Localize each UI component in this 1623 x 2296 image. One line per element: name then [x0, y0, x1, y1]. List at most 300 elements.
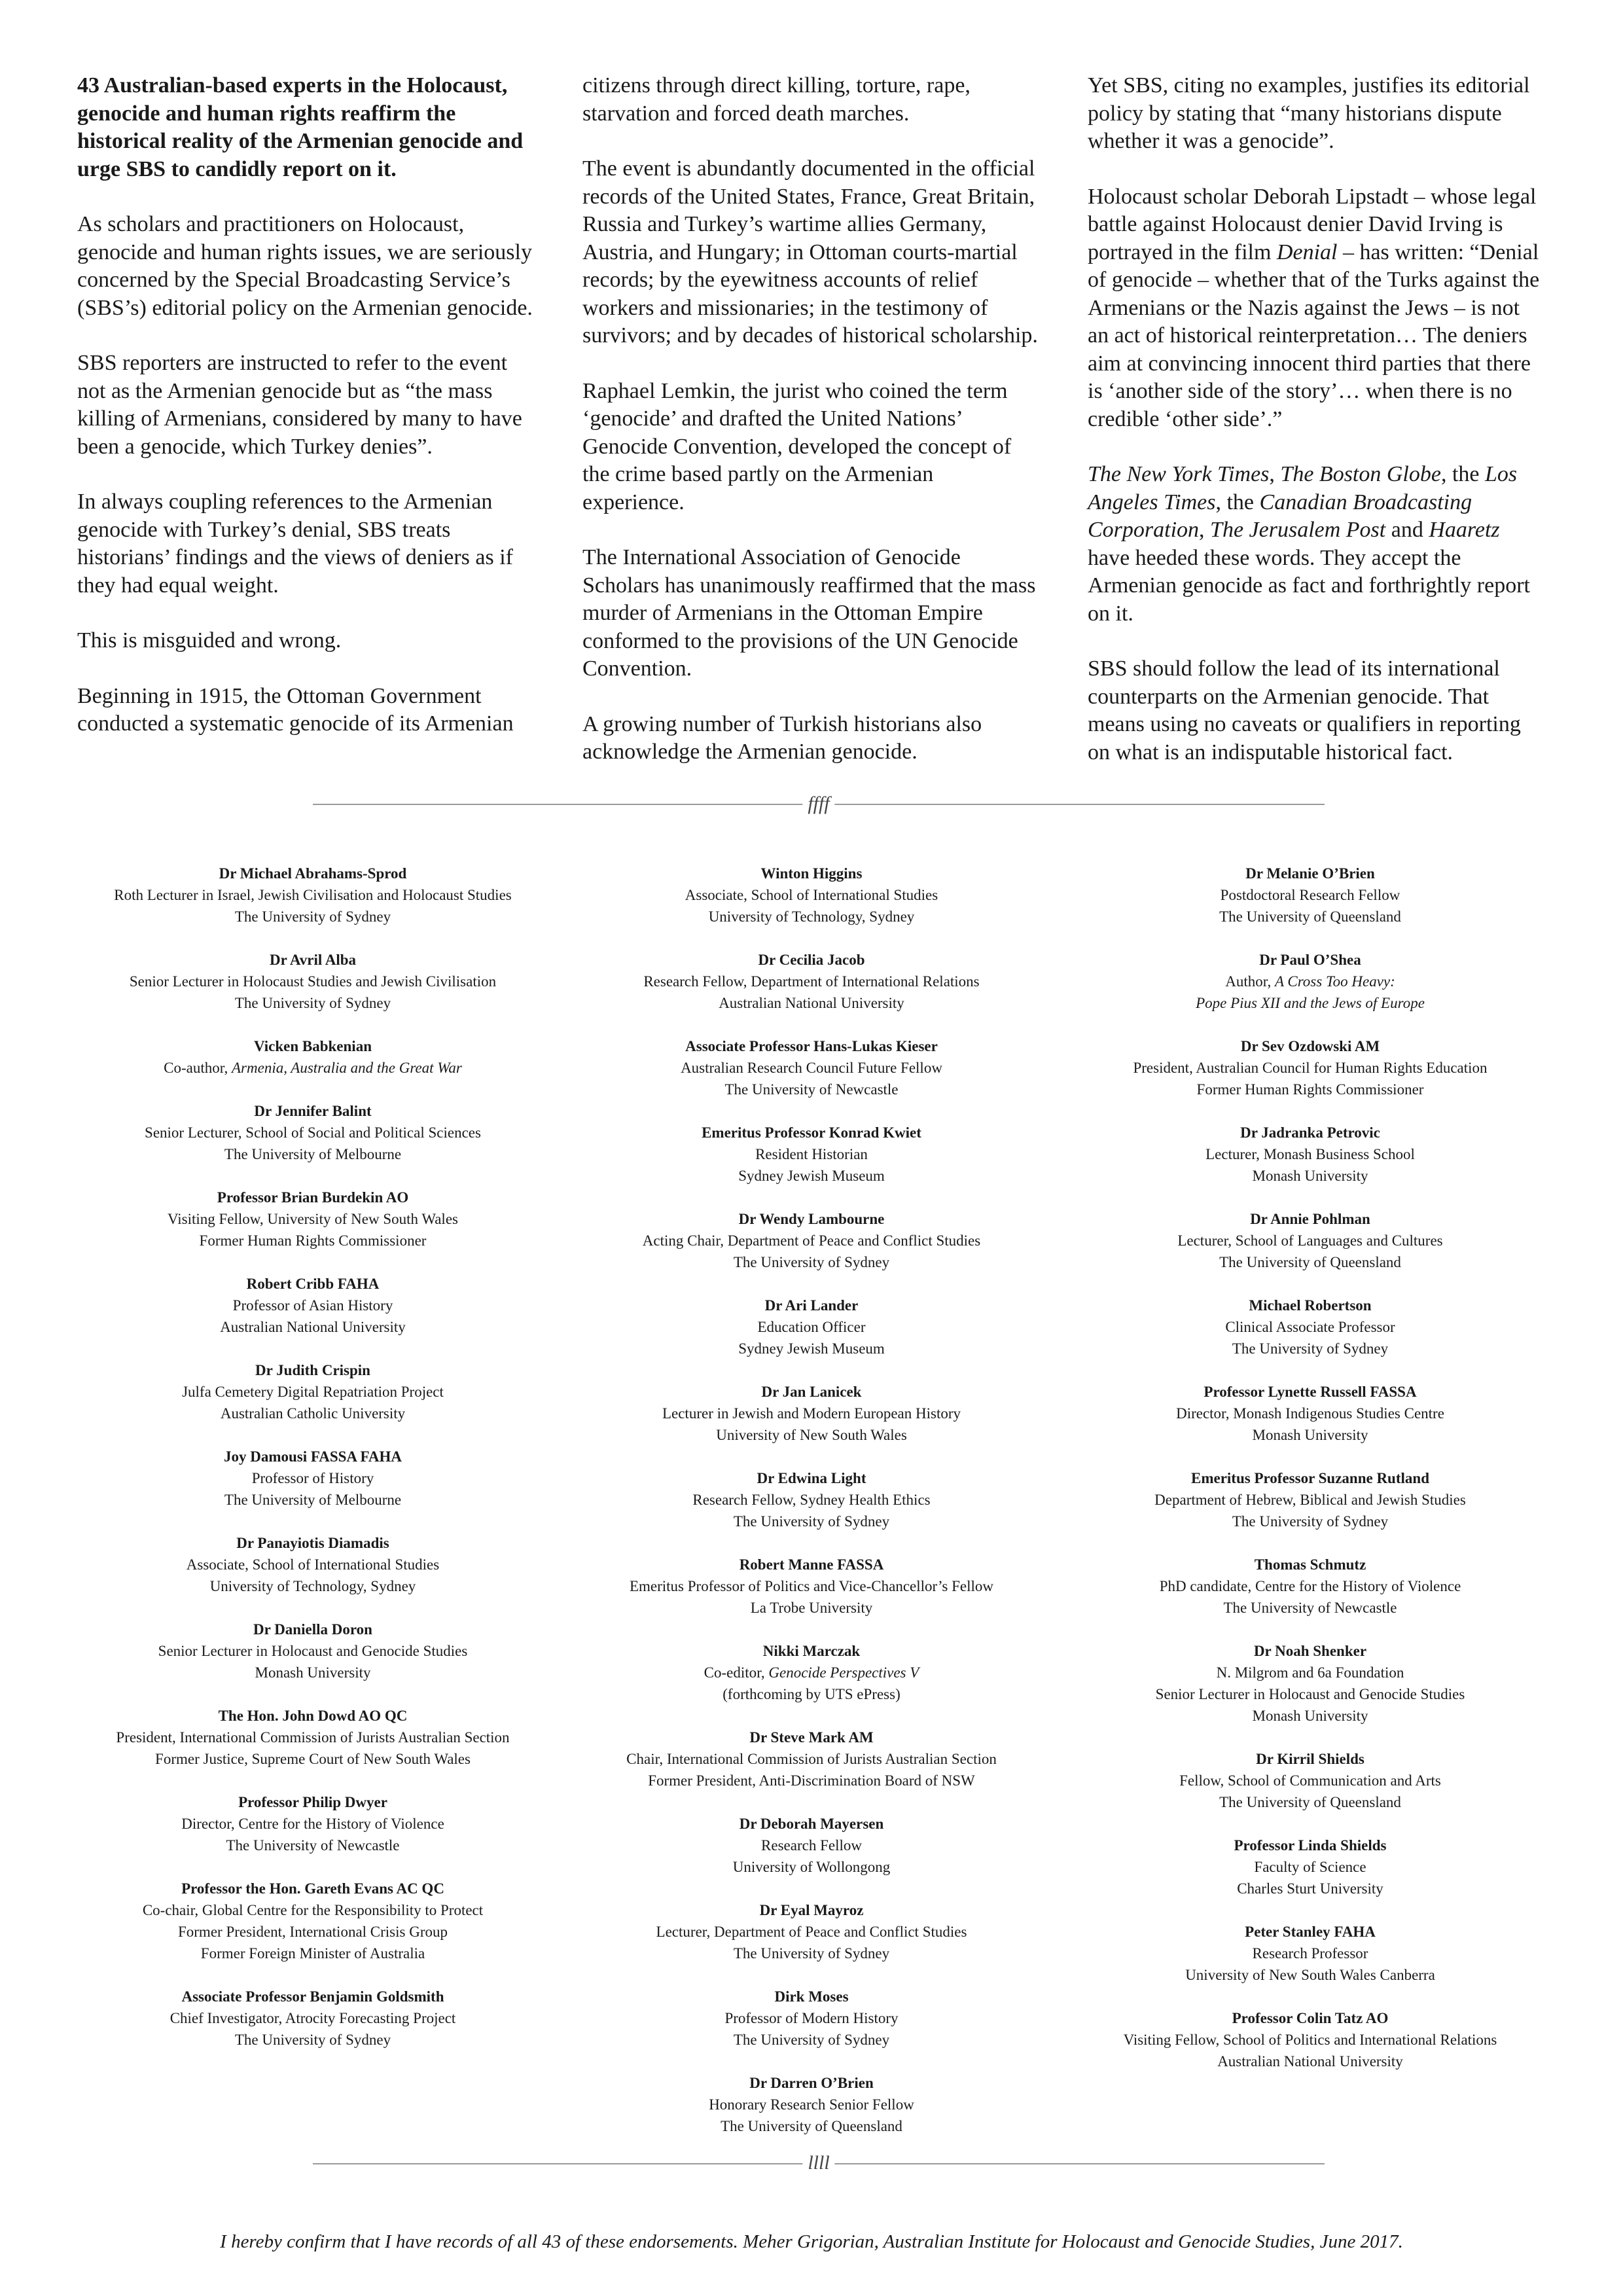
paragraph	[582, 711, 1041, 766]
text-run: University of Technology, Sydney	[708, 908, 915, 925]
text-run: The University of Sydney	[234, 2032, 391, 2048]
signatory-affiliation	[569, 1770, 1054, 1791]
text-run: Australian Research Council Future Fellow	[681, 1060, 942, 1076]
signatory-affiliation	[71, 1575, 555, 1597]
signatory-name: Emeritus Professor Konrad Kwiet	[702, 1124, 921, 1141]
signatory-name: Michael Robertson	[1249, 1297, 1372, 1314]
signatory	[569, 1381, 1054, 1446]
signatory-affiliation	[569, 1921, 1054, 1943]
text-run: The University of Sydney	[1232, 1340, 1389, 1357]
signatory-affiliation	[1068, 1856, 1552, 1878]
signatory	[569, 1813, 1054, 1878]
text-run: Director, Centre for the History of Violence	[181, 1816, 444, 1832]
text-run: La Trobe University	[750, 1600, 873, 1616]
signatory-affiliation	[71, 1899, 555, 1921]
text-run: The University of Newcastle	[724, 1081, 899, 1098]
text-run: The University of Melbourne	[224, 1146, 402, 1162]
signatory-name: Dr Darren O’Brien	[749, 2075, 874, 2091]
text-run: PhD candidate, Centre for the History of Violence	[1159, 1578, 1461, 1594]
signatory-name: Dr Kirril Shields	[1256, 1751, 1364, 1767]
signatory-name: Professor Brian Burdekin AO	[217, 1189, 409, 1206]
text-run: The University of Sydney	[733, 1254, 890, 1270]
signatory	[569, 1295, 1054, 1359]
signatory	[71, 1532, 555, 1597]
text-run: Yet SBS, citing no examples, justifies its editorial policy by stating that “many historians dispute whether it was a genocide”.	[1088, 73, 1530, 153]
signatory-name: Dr Paul O’Shea	[1259, 952, 1361, 968]
text-run: have heeded these words. They accept the Armenian genocide as fact and forthrightly report on it.	[1088, 545, 1530, 626]
signatory-affiliation	[569, 2094, 1054, 2115]
text-run: The University of Newcastle	[226, 1837, 400, 1854]
text-run: Monash University	[1252, 1168, 1368, 1184]
signatories-column-3	[1068, 863, 1552, 2119]
top-divider	[313, 791, 1325, 817]
text-run: The University of Queensland	[1219, 1254, 1401, 1270]
text-run: Research Fellow, Department of International Relations	[643, 973, 980, 990]
signatory	[569, 1986, 1054, 2051]
text-run: SBS reporters are instructed to refer to the event not as the Armenian genocide but as “the mass killing of Armenians, considered by many to have been a genocide, which Turkey denies”.	[77, 351, 522, 459]
signatory	[1068, 949, 1552, 1014]
text-run: Sydney Jewish Museum	[738, 1168, 885, 1184]
text-run: Professor of Modern History	[724, 2010, 899, 2026]
text-run: The International Association of Genocide Scholars has unanimously reaffirmed that the mass murder of Armenians in the Ottoman Empire conformed to the provisions of the UN Genocide Convention.	[582, 545, 1036, 681]
signatory-name: Dr Edwina Light	[757, 1470, 866, 1486]
signatory-name: Dr Jennifer Balint	[254, 1103, 372, 1119]
text-run: (forthcoming by UTS ePress)	[722, 1686, 901, 1702]
signatory-affiliation	[1068, 1424, 1552, 1446]
signatory-affiliation	[569, 1251, 1054, 1273]
text-run: Author,	[1225, 973, 1275, 990]
signatory-name: The Hon. John Dowd AO QC	[218, 1708, 408, 1724]
text-run: The University of Newcastle	[1223, 1600, 1397, 1616]
signatory-affiliation	[71, 1835, 555, 1856]
signatory-affiliation	[1068, 971, 1552, 992]
signatory-affiliation	[1068, 992, 1552, 1014]
italic-text: A Cross Too Heavy:	[1274, 973, 1395, 990]
text-run: Former President, Anti-Discrimination Board of NSW	[648, 1772, 975, 1789]
signatory-affiliation	[1068, 1575, 1552, 1597]
signatory-affiliation	[1068, 1143, 1552, 1165]
paragraph	[1088, 461, 1546, 628]
signatory-name: Winton Higgins	[760, 865, 863, 882]
text-run: SBS should follow the lead of its international counterparts on the Armenian genocide. That means using no caveats or qualifiers in reporting on what is an indisputable historical fact.	[1088, 656, 1521, 764]
signatory	[569, 1727, 1054, 1791]
signatory	[71, 863, 555, 927]
signatory-name: Dr Melanie O’Brien	[1245, 865, 1375, 882]
signatory	[71, 1446, 555, 1511]
signatory-affiliation	[71, 1143, 555, 1165]
signatory	[71, 1791, 555, 1856]
italic-text: The New York Times	[1088, 462, 1270, 486]
text-run: The University of Sydney	[733, 1513, 890, 1530]
signatory	[71, 1878, 555, 1964]
signatory-affiliation	[1068, 1165, 1552, 1187]
signatory-affiliation	[569, 1338, 1054, 1359]
text-run: Professor of Asian History	[232, 1297, 393, 1314]
signatory-affiliation	[71, 992, 555, 1014]
signatory-affiliation	[71, 884, 555, 906]
signatory-affiliation	[71, 1813, 555, 1835]
signatory-affiliation	[569, 1575, 1054, 1597]
signatory-affiliation	[1068, 2029, 1552, 2051]
bottom-divider	[313, 2150, 1325, 2176]
text-run: Postdoctoral Research Fellow	[1220, 887, 1400, 903]
signatory-affiliation	[569, 1835, 1054, 1856]
text-run: Australian National University	[719, 995, 904, 1011]
signatory	[71, 1273, 555, 1338]
signatory-name: Professor Lynette Russell FASSA	[1204, 1384, 1417, 1400]
signatories-column-1	[71, 863, 555, 2119]
text-run: , the	[1440, 462, 1486, 486]
signatory	[1068, 1035, 1552, 1100]
italic-text: Genocide Perspectives V	[768, 1664, 919, 1681]
signatory-affiliation	[1068, 1489, 1552, 1511]
text-run: Faculty of Science	[1254, 1859, 1366, 1875]
signatory-affiliation	[1068, 1683, 1552, 1705]
signatory-affiliation	[569, 1403, 1054, 1424]
signatory-affiliation	[71, 1295, 555, 1316]
signatory-affiliation	[1068, 1770, 1552, 1791]
text-run: Research Fellow, Sydney Health Ethics	[692, 1492, 931, 1508]
signatory-name: Dr Sev Ozdowski AM	[1240, 1038, 1380, 1054]
signatory	[1068, 1122, 1552, 1187]
text-run: Co-author,	[164, 1060, 232, 1076]
signatory-name: Dr Steve Mark AM	[749, 1729, 874, 1746]
statement-column-3	[1088, 72, 1546, 764]
signatory-affiliation	[1068, 1705, 1552, 1727]
signatory	[1068, 1835, 1552, 1899]
text-run: Lecturer in Jewish and Modern European History	[662, 1405, 961, 1422]
signatory-name: Dr Judith Crispin	[255, 1362, 370, 1378]
text-run: The University of Sydney	[1232, 1513, 1389, 1530]
paragraph	[77, 211, 535, 322]
text-run: President, International Commission of Jurists Australian Section	[116, 1729, 510, 1746]
italic-text: Los Angeles Times	[1088, 462, 1518, 514]
text-run: N. Milgrom and 6a Foundation	[1216, 1664, 1404, 1681]
text-run: Senior Lecturer in Holocaust and Genocide Studies	[158, 1643, 468, 1659]
text-run: Chair, International Commission of Jurists Australian Section	[626, 1751, 997, 1767]
text-run: Australian Catholic University	[220, 1405, 406, 1422]
paragraph	[77, 627, 535, 655]
signatory-affiliation	[569, 1057, 1054, 1079]
signatory-affiliation	[71, 1122, 555, 1143]
signatory-name: Joy Damousi FASSA FAHA	[224, 1448, 402, 1465]
paragraph	[77, 350, 535, 461]
headline	[77, 72, 535, 183]
signatory-affiliation	[1068, 1230, 1552, 1251]
signatory-affiliation	[71, 2007, 555, 2029]
signatory-affiliation	[1068, 1791, 1552, 1813]
paragraph	[582, 378, 1041, 517]
signatory	[569, 863, 1054, 927]
endorsement-confirmation: I hereby confirm that I have records of all 43 of these endorsements. Meher Grigorian, Australian Institute for Holocaust and Genocide Studies, June 2017.	[220, 2231, 1403, 2252]
italic-text: Canadian Broadcasting Corporation	[1088, 490, 1472, 542]
signatory-name: Dr Panayiotis Diamadis	[236, 1535, 389, 1551]
text-run: Co-chair, Global Centre for the Responsibility to Protect	[142, 1902, 484, 1918]
signatory-affiliation	[1068, 884, 1552, 906]
signatory	[569, 1122, 1054, 1187]
signatory-affiliation	[569, 992, 1054, 1014]
text-run: Lecturer, Monash Business School	[1205, 1146, 1415, 1162]
text-run: Holocaust scholar Deborah Lipstadt – whose legal battle against Holocaust denier David Irving is portrayed in the film	[1088, 184, 1537, 264]
signatory-affiliation	[1068, 1964, 1552, 1986]
text-run: Department of Hebrew, Biblical and Jewish Studies	[1154, 1492, 1466, 1508]
signatory	[1068, 1467, 1552, 1532]
text-run: Senior Lecturer in Holocaust and Genocide Studies	[1155, 1686, 1465, 1702]
text-run: University of Technology, Sydney	[209, 1578, 416, 1594]
signatory-name: Dr Avril Alba	[269, 952, 357, 968]
paragraph	[77, 683, 535, 738]
text-run: Education Officer	[757, 1319, 866, 1335]
text-run: Research Professor	[1252, 1945, 1368, 1962]
signatory	[569, 2072, 1054, 2137]
signatory-name: Robert Cribb FAHA	[246, 1276, 380, 1292]
signatory-affiliation	[71, 1403, 555, 1424]
signatory-affiliation	[569, 1511, 1054, 1532]
text-run: As scholars and practitioners on Holocaust, genocide and human rights issues, we are seriously concerned by the Special Broadcasting Service’s (SBS’s) editorial policy on the Armenian genocide.	[77, 212, 533, 320]
signatory	[1068, 1748, 1552, 1813]
signatory-name: Dr Eyal Mayroz	[759, 1902, 864, 1918]
signatory-affiliation	[71, 1230, 555, 1251]
signatory-name: Thomas Schmutz	[1254, 1556, 1366, 1573]
text-run: – has written: “Denial of genocide – whether that of the Turks against the Armenians or the Nazis against the Jews – is not an act of historical reinterpretation… The deniers aim at convincing innocent third parties that there is ‘another side of the story’… when there is no credible ‘other side’.”	[1088, 240, 1540, 431]
signatory-affiliation	[71, 1921, 555, 1943]
text-run: The University of Queensland	[1219, 908, 1401, 925]
signatory-affiliation	[71, 1943, 555, 1964]
signatory	[71, 949, 555, 1014]
text-run: Raphael Lemkin, the jurist who coined the term ‘genocide’ and drafted the United Nations’ Genocide Convention, developed the concept of the crime based partly on the Armenian experience.	[582, 378, 1012, 514]
text-run: Senior Lecturer, School of Social and Political Sciences	[145, 1124, 481, 1141]
signatory-affiliation	[569, 884, 1054, 906]
signatory-affiliation	[71, 971, 555, 992]
signatory-affiliation	[1068, 2051, 1552, 2072]
text-run: and	[1385, 518, 1429, 542]
signatory-affiliation	[569, 1748, 1054, 1770]
signatory	[71, 1187, 555, 1251]
signatory	[1068, 1640, 1552, 1727]
text-run: Emeritus Professor of Politics and Vice-Chancellor’s Fellow	[629, 1578, 994, 1594]
signatory-affiliation	[1068, 1338, 1552, 1359]
signatory-affiliation	[1068, 1251, 1552, 1273]
text-run: Research Fellow	[761, 1837, 862, 1854]
signatory-name: Associate Professor Benjamin Goldsmith	[181, 1988, 444, 2005]
signatory-affiliation	[569, 1943, 1054, 1964]
text-run: The event is abundantly documented in the official records of the United States, France, Great Britain, Russia and Turkey’s wartime allies Germany, Austria, and Hungary; in Ottoman courts-martial records; by the eyewitness accounts of relief workers and missionaries; in the testimony of survivors; and by decades of historical scholarship.	[582, 156, 1038, 348]
signatory-affiliation	[71, 1640, 555, 1662]
italic-text: Haaretz	[1429, 518, 1500, 542]
italic-text: Denial	[1276, 240, 1338, 264]
signatory-affiliation	[569, 1489, 1054, 1511]
signatory-affiliation	[569, 1597, 1054, 1619]
text-run: A growing number of Turkish historians also acknowledge the Armenian genocide.	[582, 711, 982, 764]
text-run: Charles Sturt University	[1237, 1880, 1383, 1897]
signatory	[569, 949, 1054, 1014]
signatory-affiliation	[71, 1208, 555, 1230]
text-run: University of New South Wales	[716, 1427, 907, 1443]
text-run: Former President, International Crisis Group	[177, 1924, 448, 1940]
text-run: Co-editor,	[704, 1664, 769, 1681]
text-run: University of Wollongong	[732, 1859, 891, 1875]
text-run: Monash University	[1252, 1708, 1368, 1724]
signatory-affiliation	[569, 1683, 1054, 1705]
paragraph	[1088, 183, 1546, 434]
text-run: Visiting Fellow, University of New South Wales	[168, 1211, 458, 1227]
signatory-affiliation	[71, 1748, 555, 1770]
signatory-name: Dr Wendy Lambourne	[738, 1211, 885, 1227]
signatory	[1068, 1554, 1552, 1619]
text-run: , the	[1215, 490, 1260, 514]
signatory-affiliation	[569, 1316, 1054, 1338]
text-run: Lecturer, Department of Peace and Conflict Studies	[656, 1924, 967, 1940]
signatory	[1068, 863, 1552, 927]
text-run: Sydney Jewish Museum	[738, 1340, 885, 1357]
signatory-affiliation	[71, 906, 555, 927]
signatory-name: Dr Jadranka Petrovic	[1240, 1124, 1380, 1141]
text-run: The University of Queensland	[721, 2118, 902, 2134]
signatory-affiliation	[1068, 1057, 1552, 1079]
signatory-name: Nikki Marczak	[762, 1643, 861, 1659]
signatory-affiliation	[1068, 1511, 1552, 1532]
text-run: Associate, School of International Studies	[186, 1556, 440, 1573]
paragraph	[582, 72, 1041, 128]
signatory-affiliation	[569, 1079, 1054, 1100]
text-run: Former Justice, Supreme Court of New South Wales	[155, 1751, 471, 1767]
text-run: Resident Historian	[755, 1146, 868, 1162]
signatory-name: Vicken Babkenian	[253, 1038, 372, 1054]
signatory	[1068, 1921, 1552, 1986]
signatory	[71, 1619, 555, 1683]
signatory-affiliation	[569, 1165, 1054, 1187]
signatory-name: Dr Ari Lander	[764, 1297, 859, 1314]
signatory-name: Dr Cecilia Jacob	[758, 952, 865, 968]
signatory-name: Robert Manne FASSA	[739, 1556, 884, 1573]
signatory-affiliation	[71, 1316, 555, 1338]
signatory-name: Professor Philip Dwyer	[238, 1794, 387, 1810]
signatory-name: Dr Michael Abrahams-Sprod	[219, 865, 407, 882]
italic-text: The Jerusalem Post	[1210, 518, 1386, 542]
signatory-affiliation	[71, 1381, 555, 1403]
signatory-affiliation	[1068, 1403, 1552, 1424]
divider-ornament: ffff	[802, 791, 834, 817]
signatory-affiliation	[569, 1143, 1054, 1165]
text-run: Fellow, School of Communication and Arts	[1179, 1772, 1441, 1789]
paragraph	[582, 544, 1041, 683]
signatory-affiliation	[71, 2029, 555, 2051]
signatory	[569, 1467, 1054, 1532]
signatory-affiliation	[569, 906, 1054, 927]
signatory-name: Dr Deborah Mayersen	[739, 1816, 884, 1832]
signatory-affiliation	[569, 1856, 1054, 1878]
signatory-name: Peter Stanley FAHA	[1245, 1924, 1376, 1940]
paragraph	[1088, 72, 1546, 156]
signatory-name: Associate Professor Hans-Lukas Kieser	[685, 1038, 938, 1054]
text-run: Chief Investigator, Atrocity Forecasting Project	[169, 2010, 456, 2026]
signatory-affiliation	[1068, 906, 1552, 927]
signatory-name: Emeritus Professor Suzanne Rutland	[1191, 1470, 1429, 1486]
text-run: Senior Lecturer in Holocaust Studies and Jewish Civilisation	[129, 973, 497, 990]
text-run: ,	[1199, 518, 1211, 542]
text-run: Australian National University	[1217, 2053, 1403, 2070]
signatory-affiliation	[71, 1489, 555, 1511]
signatory-affiliation	[569, 971, 1054, 992]
signatory	[71, 1035, 555, 1079]
signatory-name: Dr Jan Lanicek	[761, 1384, 862, 1400]
text-run: 43 Australian-based experts in the Holocaust, genocide and human rights reaffirm the historical reality of the Armenian genocide and urge SBS to candidly report on it.	[77, 73, 524, 181]
signatory-affiliation	[71, 1727, 555, 1748]
signatory	[71, 1359, 555, 1424]
signatory-affiliation	[71, 1554, 555, 1575]
italic-text: The Boston Globe	[1280, 462, 1441, 486]
text-run: Monash University	[1252, 1427, 1368, 1443]
signatory-affiliation	[1068, 1943, 1552, 1964]
statement-column-2	[582, 72, 1041, 764]
paragraph	[77, 488, 535, 600]
signatory-affiliation	[569, 2115, 1054, 2137]
text-run: The University of Melbourne	[224, 1492, 402, 1508]
signatory-name: Professor Colin Tatz AO	[1232, 2010, 1389, 2026]
signatories-list	[71, 863, 1552, 2134]
paragraph	[582, 155, 1041, 350]
signatory-affiliation	[569, 1230, 1054, 1251]
text-run: Roth Lecturer in Israel, Jewish Civilisation and Holocaust Studies	[114, 887, 512, 903]
signatory-affiliation	[1068, 1662, 1552, 1683]
signatory-affiliation	[1068, 1079, 1552, 1100]
text-run: Acting Chair, Department of Peace and Conflict Studies	[642, 1232, 981, 1249]
divider-ornament: llll	[802, 2150, 834, 2176]
signatory-affiliation	[1068, 1597, 1552, 1619]
signatory	[71, 1100, 555, 1165]
text-run: President, Australian Council for Human Rights Education	[1133, 1060, 1488, 1076]
signatory-name: Dirk Moses	[774, 1988, 849, 2005]
text-run: University of New South Wales Canberra	[1185, 1967, 1435, 1983]
signatory	[569, 1640, 1054, 1705]
signatories-column-2	[569, 863, 1054, 2134]
signatory	[1068, 1381, 1552, 1446]
text-run: Honorary Research Senior Fellow	[709, 2096, 914, 2113]
italic-text: Pope Pius XII and the Jews of Europe	[1196, 995, 1425, 1011]
signatory-affiliation	[71, 1467, 555, 1489]
signatory	[1068, 2007, 1552, 2072]
signatory	[569, 1035, 1054, 1100]
signatory-affiliation	[71, 1662, 555, 1683]
text-run: The University of Sydney	[234, 908, 391, 925]
signatory-affiliation	[569, 1424, 1054, 1446]
text-run: Former Human Rights Commissioner	[199, 1232, 427, 1249]
statement-column-1	[77, 72, 535, 740]
signatory	[71, 1986, 555, 2051]
text-run: Lecturer, School of Languages and Cultures	[1177, 1232, 1443, 1249]
paragraph	[1088, 655, 1546, 766]
signatory-affiliation	[569, 2029, 1054, 2051]
text-run: Former Foreign Minister of Australia	[200, 1945, 425, 1962]
signatory-affiliation	[569, 2007, 1054, 2029]
text-run: Associate, School of International Studies	[685, 887, 938, 903]
text-run: Australian National University	[220, 1319, 406, 1335]
text-run: ,	[1269, 462, 1281, 486]
signatory-name: Dr Daniella Doron	[253, 1621, 372, 1638]
signatory-affiliation	[1068, 1878, 1552, 1899]
text-run: The University of Queensland	[1219, 1794, 1401, 1810]
signatory-name: Dr Noah Shenker	[1253, 1643, 1367, 1659]
text-run: Professor of History	[251, 1470, 374, 1486]
signatory	[1068, 1295, 1552, 1359]
signatory	[569, 1208, 1054, 1273]
signatory-affiliation	[569, 1662, 1054, 1683]
text-run: Beginning in 1915, the Ottoman Government conducted a systematic genocide of its Armenian	[77, 683, 514, 736]
text-run: citizens through direct killing, torture, rape, starvation and forced death marches.	[582, 73, 971, 126]
text-run: The University of Sydney	[234, 995, 391, 1011]
text-run: Visiting Fellow, School of Politics and International Relations	[1123, 2032, 1497, 2048]
text-run: In always coupling references to the Armenian genocide with Turkey’s denial, SBS treats historians’ findings and the views of deniers as if they had equal weight.	[77, 490, 514, 598]
